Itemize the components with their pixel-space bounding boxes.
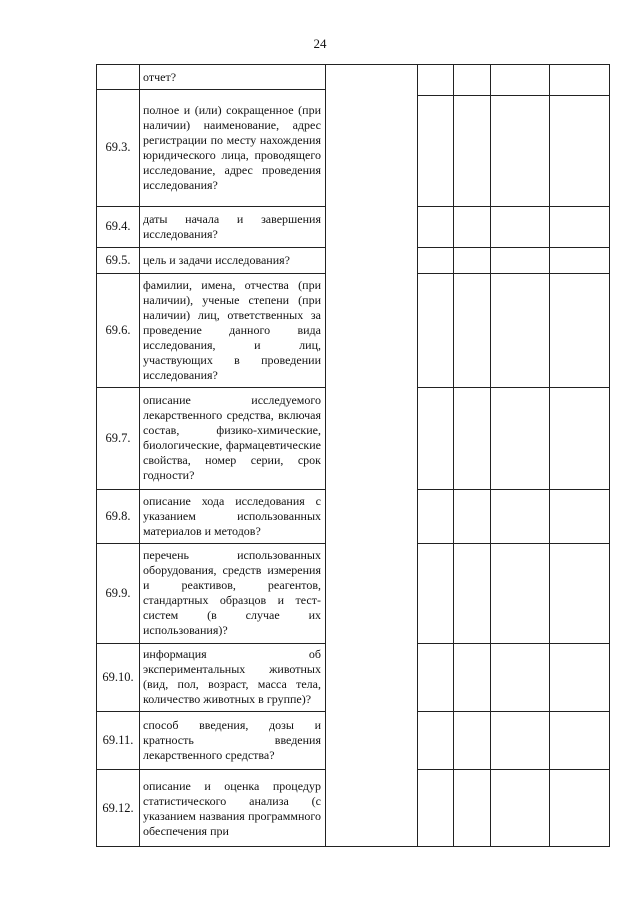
- row-question: описание исследуемого лекарственного средства, включая состав, физико-химические, биологические, фармацевтические свойства, номер серии, срок годности?: [143, 393, 321, 482]
- row-divider: [417, 769, 609, 770]
- row-number: 69.9.: [105, 585, 131, 600]
- row-number: 69.7.: [105, 430, 131, 445]
- row-question: даты начала и завершения исследования?: [143, 211, 321, 241]
- row-number: 69.12.: [102, 801, 134, 815]
- row-number: 69.11.: [102, 732, 134, 747]
- column-divider: [453, 65, 454, 846]
- checklist-table: [96, 64, 610, 847]
- row-question: полное и (или) сокращенное (при наличии) наименование, адрес регистрации по месту нахождения юридического лица, проводящего исследование, адрес проведения исследования?: [143, 102, 321, 192]
- row-question: перечень использованных оборудования, средств измерения и реактивов, реагентов, стандартных образцов и тест-систем (в случае их использования)?: [143, 548, 321, 637]
- row-number: [97, 65, 139, 89]
- row-divider: [417, 489, 609, 490]
- row-number: 69.4.: [105, 219, 131, 233]
- row-question: описание хода исследования с указанием использованных материалов и методов?: [143, 493, 321, 538]
- column-divider: [490, 65, 491, 846]
- row-divider: [417, 247, 609, 248]
- row-divider: [417, 387, 609, 388]
- row-number: 69.5.: [105, 252, 131, 267]
- row-number: 69.6.: [105, 322, 131, 337]
- page-number: 24: [313, 36, 327, 51]
- row-divider: [417, 273, 609, 274]
- column-divider: [139, 65, 140, 846]
- row-question: фамилии, имена, отчества (при наличии), ученые степени (при наличии) лиц, ответственных за проведение данного вида исследования, и лиц, участвующих в проведении исследования?: [143, 277, 321, 382]
- row-question: цель и задачи исследования?: [143, 252, 290, 267]
- row-number: 69.8.: [105, 508, 131, 523]
- row-question: отчет?: [143, 69, 177, 84]
- row-number: 69.3.: [105, 140, 131, 154]
- row-divider: [417, 711, 609, 712]
- row-divider: [417, 543, 609, 544]
- column-divider: [549, 65, 550, 846]
- row-question: описание и оценка процедур статистического анализа (с указанием названия программного обеспечения при: [143, 778, 321, 838]
- column-divider: [417, 65, 418, 846]
- row-divider: [417, 643, 609, 644]
- row-divider: [417, 206, 609, 207]
- row-number: 69.10.: [102, 669, 134, 684]
- column-divider: [325, 65, 326, 846]
- row-divider: [417, 95, 609, 96]
- row-question: способ введения, дозы и кратность введения лекарственного средства?: [143, 717, 321, 762]
- row-question: информация об экспериментальных животных (вид, пол, возраст, масса тела, количество животных в группе)?: [143, 647, 321, 706]
